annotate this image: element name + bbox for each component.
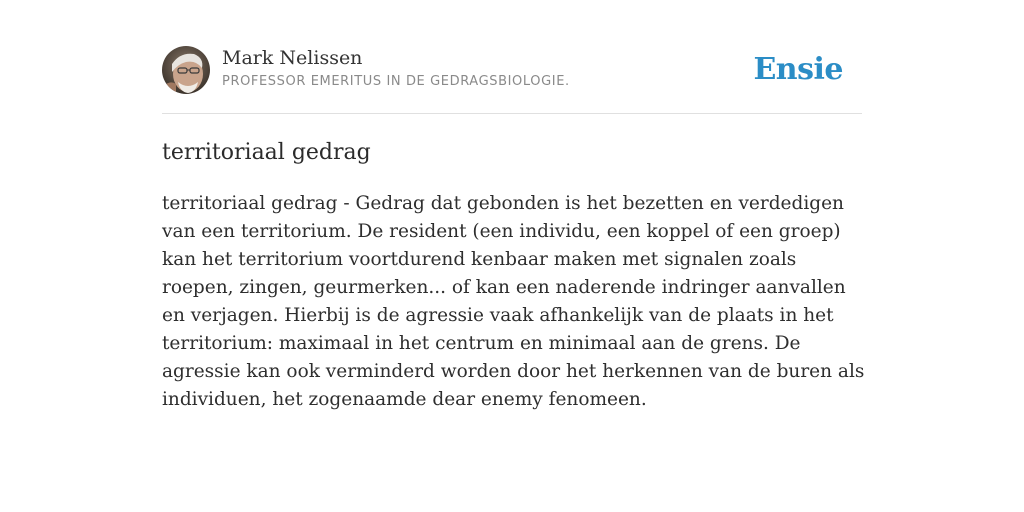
author-role: PROFESSOR EMERITUS IN DE GEDRAGSBIOLOGIE. [222,74,570,89]
portrait-photo-icon [162,46,210,94]
brand-logo[interactable]: Ensie [753,52,843,87]
header-divider [162,113,862,114]
author-header [162,46,862,96]
author-avatar[interactable] [162,46,210,94]
entry-body: territoriaal gedrag - Gedrag dat gebonden is het bezetten en verdedigen van een territorium. De resident (een individu, een koppel of een groep) kan het territorium voortdurend kenbaar maken met signalen zoals roepen, zingen, geurmerken... of kan een naderende indringer aanvallen en verjagen. Hierbij is de agressie vaak afhankelijk van de plaats in het territorium: maximaal in het centrum en minimaal aan de grens. De agressie kan ook verminderd worden door het herkennen van de buren als individuen, het zogenaamde dear enemy fenomeen. [162,193,865,410]
entry-title: territoriaal gedrag [162,140,371,165]
author-name[interactable]: Mark Nelissen [222,47,363,69]
